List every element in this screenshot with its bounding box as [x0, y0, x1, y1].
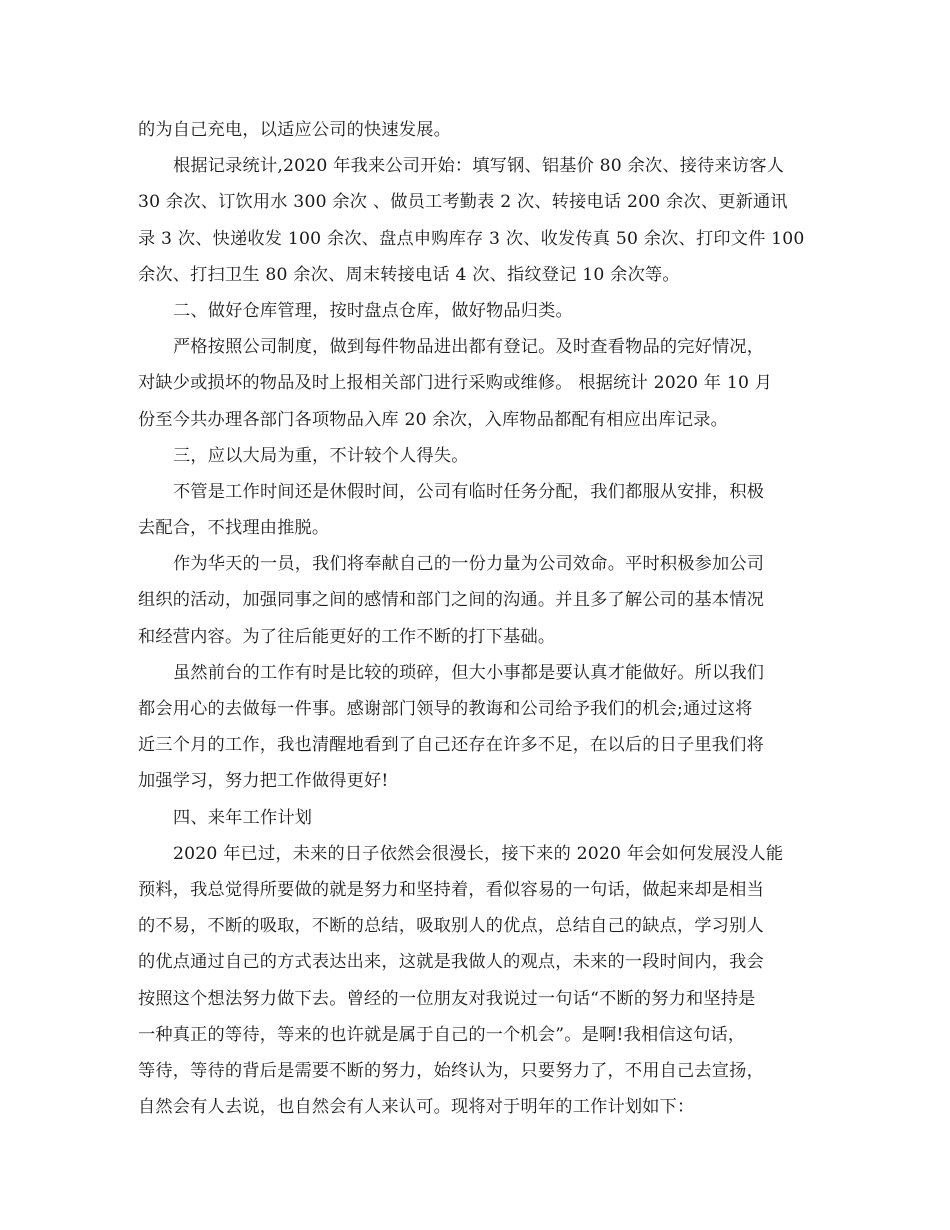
text-line: 作为华天的一员，我们将奉献自己的一份力量为公司效命。平时积极参加公司	[173, 554, 765, 575]
text-line: 和经营内容。为了往后能更好的工作不断的打下基础。	[138, 626, 556, 647]
text-line: 组织的活动，加强同事之间的感情和部门之间的沟通。并且多了解公司的基本情况	[138, 590, 764, 611]
text-line: 根据记录统计,2020 年我来公司开始：填写钢、铝基价 80 余次、接待来访客人	[173, 156, 785, 177]
text-line: 近三个月的工作，我也清醒地看到了自己还存在许多不足，在以后的日子里我们将	[138, 735, 764, 756]
text-line: 的不易，不断的吸取，不断的总结，吸取别人的优点，总结自己的缺点，学习别人	[138, 916, 764, 937]
text-line: 自然会有人去说，也自然会有人来认可。现将对于明年的工作计划如下：	[138, 1097, 695, 1118]
text-line: 份至今共办理各部门各项物品入库 20 余次，入库物品都配有相应出库记录。	[138, 409, 729, 430]
text-line: 都会用心的去做每一件事。感谢部门领导的教诲和公司给予我们的机会;通过这将	[138, 699, 753, 719]
text-line: 等待，等待的背后是需要不断的努力，始终认为，只要努力了，不用自己去宣扬，	[138, 1060, 764, 1081]
text-line: 的优点通过自己的方式表达出来，这就是我做人的观点，未来的一段时间内，我会	[138, 952, 764, 973]
text-line: 一种真正的等待，等来的也许就是属于自己的一个机会”。是啊!我相信这句话，	[138, 1024, 746, 1045]
text-line: 按照这个想法努力做下去。曾经的一位朋友对我说过一句话“不断的努力和坚持是	[138, 988, 756, 1009]
text-line: 预料，我总觉得所要做的就是努力和坚持着，看似容易的一句话，做起来却是相当	[138, 879, 764, 900]
text-line: 二、做好仓库管理，按时盘点仓库，做好物品归类。	[173, 300, 573, 321]
text-line: 余次、打扫卫生 80 余次、周末转接电话 4 次、指纹登记 10 余次等。	[138, 264, 680, 285]
document-page	[138, 112, 818, 1125]
text-line: 虽然前台的工作有时是比较的琐碎，但大小事都是要认真才能做好。所以我们	[173, 662, 765, 683]
text-line: 严格按照公司制度，做到每件物品进出都有登记。及时查看物品的完好情况，	[173, 337, 765, 358]
text-line: 30 余次、订饮用水 300 余次 、做员工考勤表 2 次、转接电话 200 余次、更新通讯	[138, 192, 788, 213]
text-line: 加强学习，努力把工作做得更好!	[138, 771, 389, 792]
text-line: 不管是工作时间还是休假时间，公司有临时任务分配，我们都服从安排，积极	[173, 481, 765, 502]
text-line: 去配合，不找理由推脱。	[138, 518, 330, 539]
text-line: 2020 年已过，未来的日子依然会很漫长，接下来的 2020 年会如何发展没人能	[173, 843, 784, 864]
text-line: 的为自己充电，以适应公司的快速发展。	[138, 120, 451, 140]
text-line: 三，应以大局为重，不计较个人得失。	[173, 445, 469, 466]
text-line: 录 3 次、快递收发 100 余次、盘点申购库存 3 次、收发传真 50 余次、打印文件 100	[138, 228, 805, 249]
text-line: 四、来年工作计划	[173, 807, 313, 828]
text-line: 对缺少或损坏的物品及时上报相关部门进行采购或维修。 根据统计 2020 年 10 月	[138, 373, 773, 394]
